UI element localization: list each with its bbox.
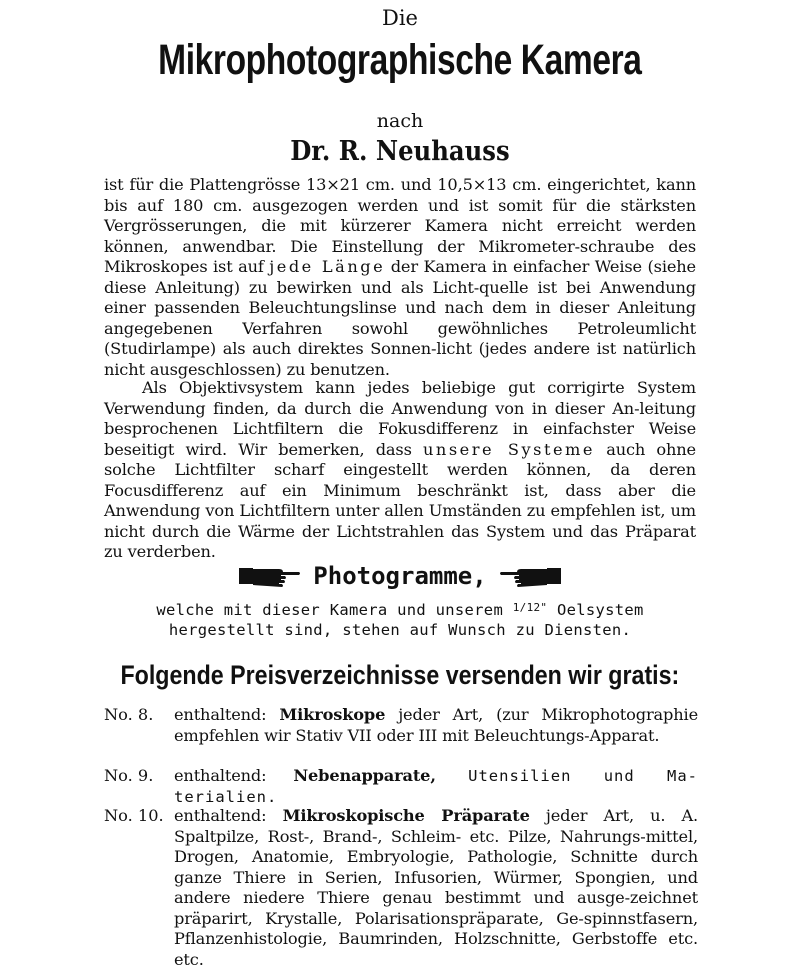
author-name-text: Dr. R. Neuhauss xyxy=(290,136,510,167)
paragraph1-text-after: der Kamera in einfacher Weise (siehe diese Anleitung) zu bewirken und als Licht-quelle ist bei Anwendung einer passenden Beleuchtungslinse und nach dem in dieser Anleitung angegebenen Verfahren sowohl gewöhnliches Petroleumlicht (Studirlampe) als auch direktes Sonnen-licht (jedes andere ist natürlich nicht ausgeschlossen) zu benutzen. xyxy=(104,257,696,379)
photogramme-line2: hergestellt sind, stehen auf Wunsch zu Diensten. xyxy=(168,621,632,639)
list-item-bold: Nebenapparate, xyxy=(293,766,436,785)
heading-die: Die xyxy=(382,6,418,30)
paragraph2-text-after: auch ohne solche Lichtfilter scharf eingestellt werden können, da deren Focusdifferenz auf ein Minimum beschränkt ist, dass aber die Anwendung von Lichtfiltern unter allen Umständen zu empfehlen ist, um nicht durch die Wärme der Lichtstrahlen das System und das Präparat zu verderben. xyxy=(104,439,696,561)
heading-nach: nach xyxy=(376,110,424,132)
list-item xyxy=(104,766,698,807)
photogramme-line1-after: Oelsystem xyxy=(547,601,644,619)
pointing-hand-right-icon xyxy=(239,563,301,589)
list-item-rest: jeder Art, (zur Mikrophotographie empfehlen wir Stativ VII oder III mit Beleuchtungs-Apparat. xyxy=(174,705,698,745)
paragraph2-emphasis: unsere Systeme xyxy=(422,439,595,459)
photogramme-line1 xyxy=(80,598,720,620)
photogramme-heading-text: Photogramme, xyxy=(313,562,487,590)
list-item-lead: enthaltend: xyxy=(174,766,294,785)
page-title-text: Mikrophotographische Kamera xyxy=(158,36,642,84)
list-item-rest: Utensilien und Ma-terialien. xyxy=(174,767,698,806)
list-item-number: No. 8. xyxy=(104,705,154,724)
author-name xyxy=(0,136,800,167)
list-item-bold: Mikroskopische Präparate xyxy=(282,806,530,825)
list-item-body xyxy=(174,705,698,746)
paragraph2-text: Als Objektivsystem kann jedes beliebige gut corrigirte System Verwendung finden, da durch die Anwendung von in dieser An-leitung besprochenen Lichtfiltern die Fokusdifferenz in einfachster Weise beseitigt wird. Wir bemerken, dass xyxy=(104,378,696,459)
list-item-lead: enthaltend: xyxy=(174,806,283,825)
paragraph1-emphasis: jede Länge xyxy=(269,257,386,276)
list-item-number: No. 9. xyxy=(104,766,154,785)
page-title xyxy=(0,36,800,85)
list-item xyxy=(104,806,698,970)
photogramme-heading xyxy=(0,562,800,590)
photogramme-fraction: 1/12" xyxy=(512,601,548,614)
list-item-body xyxy=(174,806,698,970)
paragraph1-text: ist für die Plattengrösse 13×21 cm. und 10,5×13 cm. eingerichtet, kann bis auf 180 cm. ausgezogen werden und ist somit für die stärksten Vergrösserungen, die mit kürzerer Kamera nicht erreicht werden können, anwendbar. Die Einstellung der Mikrometer-schraube des Mikroskopes ist auf xyxy=(104,175,696,276)
list-item-body xyxy=(174,766,698,807)
paragraph-objective-system xyxy=(104,378,696,563)
photogramme-line1-before: welche mit dieser Kamera und unserem xyxy=(156,601,513,619)
price-list-heading-text: Folgende Preisverzeichnisse versenden wir gratis: xyxy=(120,660,680,690)
price-list-heading xyxy=(0,660,800,691)
list-item-rest: jeder Art, u. A. Spaltpilze, Rost-, Brand-, Schleim- etc. Pilze, Nahrungs-mittel, Drogen, Anatomie, Embryologie, Pathologie, Schnitte durch ganze Thiere in Serien, Infusorien, Würmer, Spongien, und andere niedere Thiere genau bestimmt und ausge-zeichnet präparirt, Krystalle, Polarisationspräparate, Ge-spinnstfasern, Pflanzenhistologie, Baumrinden, Holzschnitte, Gerbstoffe etc. etc. xyxy=(174,806,699,969)
list-item-lead: enthaltend: xyxy=(174,705,280,724)
photogramme-text xyxy=(80,598,720,640)
paragraph-camera-description xyxy=(104,175,696,380)
list-item-bold: Mikroskope xyxy=(279,705,386,724)
list-item-number: No. 10. xyxy=(104,806,164,825)
pointing-hand-left-icon xyxy=(499,563,561,589)
list-item xyxy=(104,705,698,746)
